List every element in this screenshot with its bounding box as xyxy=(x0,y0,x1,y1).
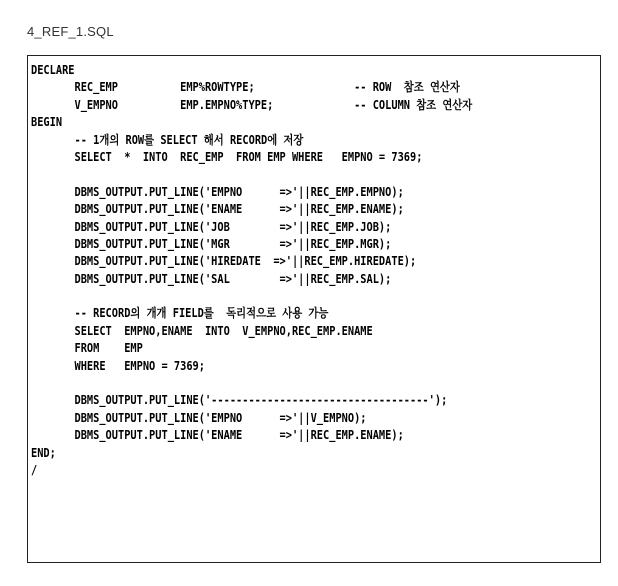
code-line: DBMS_OUTPUT.PUT_LINE('ENAME =>'||REC_EMP.ENAME); xyxy=(31,202,404,217)
code-line: DBMS_OUTPUT.PUT_LINE('EMPNO =>'||V_EMPNO); xyxy=(31,410,367,425)
code-line: -- RECORD의 개개 FIELD를 독리적으로 사용 가능 xyxy=(31,306,329,321)
code-line: DBMS_OUTPUT.PUT_LINE('ENAME =>'||REC_EMP.ENAME); xyxy=(31,428,404,443)
sql-code-block xyxy=(27,55,601,563)
code-line: DBMS_OUTPUT.PUT_LINE('HIREDATE =>'||REC_EMP.HIREDATE); xyxy=(31,254,417,269)
code-line: SELECT * INTO REC_EMP FROM EMP WHERE EMPNO = 7369; xyxy=(31,149,423,164)
code-line: DBMS_OUTPUT.PUT_LINE('SAL =>'||REC_EMP.SAL); xyxy=(31,271,392,286)
code-line xyxy=(31,166,520,183)
file-name: 4_REF_1.SQL xyxy=(27,24,114,39)
code-line: REC_EMP EMP%ROWTYPE; -- ROW 참조 연산자 xyxy=(31,80,460,95)
code-line: / xyxy=(31,462,38,477)
code-line: DECLARE xyxy=(31,63,75,77)
code-line xyxy=(31,375,520,392)
code-line: V_EMPNO EMP.EMPNO%TYPE; -- COLUMN 참조 연산자 xyxy=(31,97,473,112)
code-line: END; xyxy=(31,445,56,460)
code-line: -- 1개의 ROW를 SELECT 해서 RECORD에 저장 xyxy=(31,132,304,147)
code-line: DBMS_OUTPUT.PUT_LINE('MGR =>'||REC_EMP.MGR); xyxy=(31,236,392,251)
code-line: DBMS_OUTPUT.PUT_LINE('JOB =>'||REC_EMP.JOB); xyxy=(31,219,392,234)
code-line: BEGIN xyxy=(31,115,63,130)
code-line: DBMS_OUTPUT.PUT_LINE('EMPNO =>'||REC_EMP.EMPNO); xyxy=(31,184,404,199)
code-line: SELECT EMPNO,ENAME INTO V_EMPNO,REC_EMP.ENAME xyxy=(31,323,373,338)
code-line: FROM EMP xyxy=(31,341,143,356)
code-line xyxy=(31,288,520,305)
code-line: DBMS_OUTPUT.PUT_LINE('-----------------------------------'); xyxy=(31,393,448,408)
code-line: WHERE EMPNO = 7369; xyxy=(31,358,205,373)
